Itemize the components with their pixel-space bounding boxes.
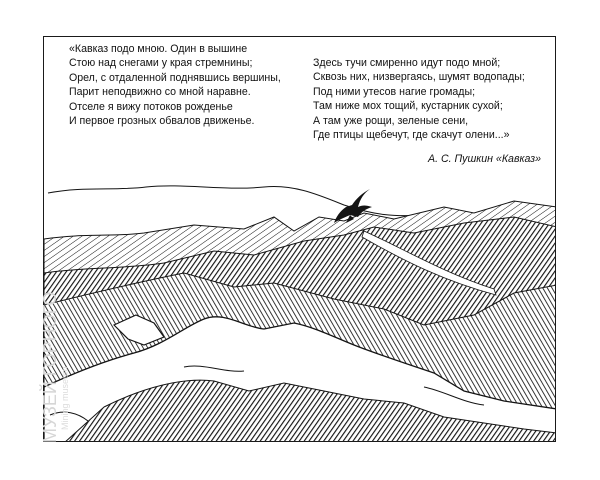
- poem-line: Сквозь них, низвергаясь, шумят водопады;: [313, 71, 525, 84]
- museum-watermark-subtext: Mining museum: [60, 366, 70, 430]
- poem-line: Орел, с отдаленной поднявшись вершины,: [69, 71, 281, 84]
- poem-line: «Кавказ подо мною. Один в вышине: [69, 43, 248, 55]
- poem-line: Стою над снегами у края стремнины;: [69, 57, 253, 70]
- poem-line: Под ними утесов нагие громады;: [313, 85, 476, 98]
- poem-stanza-right: [313, 56, 525, 142]
- poem-line: Парит неподвижно со мной наравне.: [69, 86, 251, 99]
- poem-attribution: А. С. Пушкин «Кавказ»: [428, 153, 541, 165]
- poem-line: Отселе я вижу потоков рожденье: [69, 100, 233, 113]
- poem-line: А там уже рощи, зеленые сени,: [313, 114, 469, 127]
- poem-line: Где птицы щебечут, где скачут олени...»: [313, 129, 510, 142]
- poem-line: Здесь тучи смиренно идут подо мной;: [313, 57, 501, 69]
- poem-line: Там ниже мох тощий, кустарник сухой;: [313, 100, 503, 113]
- illustration-frame: [43, 36, 556, 442]
- poem-line: И первое грозных обвалов движенье.: [69, 115, 255, 128]
- poem-stanza-left: [69, 42, 281, 128]
- mountain-landscape: [44, 177, 556, 442]
- museum-watermark: МУЗЕЙ ГОРНОГО: [40, 291, 60, 443]
